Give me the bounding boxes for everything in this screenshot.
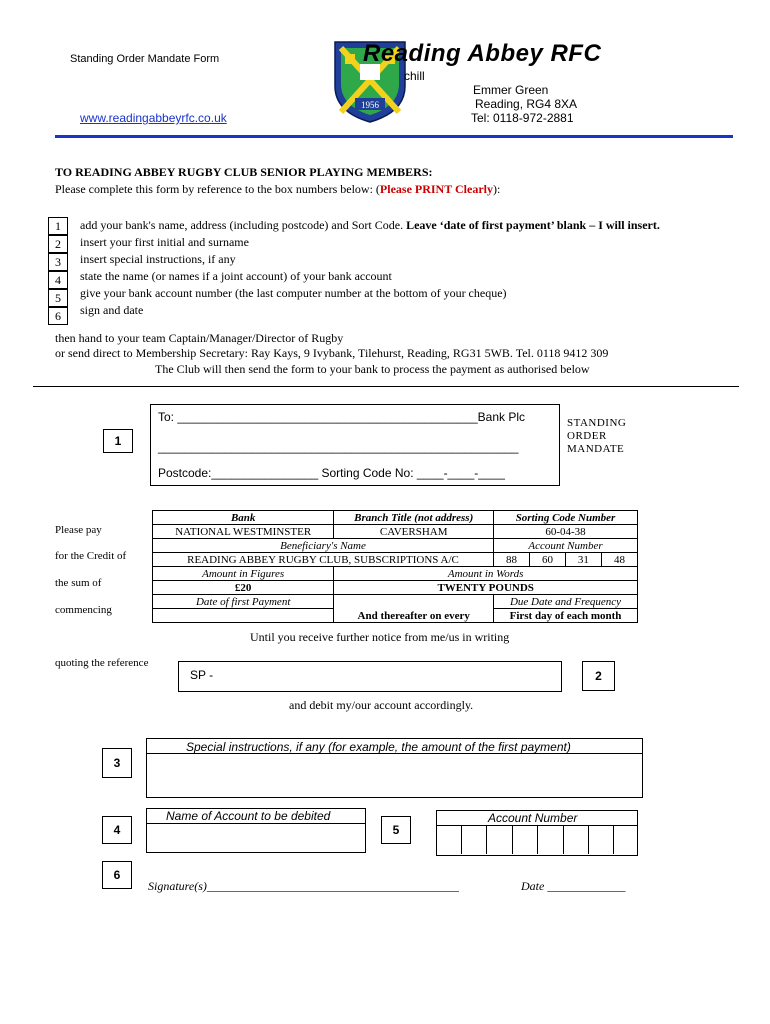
step-number-2: 2 [48,235,68,253]
mandate-label: MANDATE [567,443,625,455]
crest-year: 1956 [361,100,379,110]
club-name: Reading Abbey RFC [363,40,602,67]
step-text-1: add your bank's name, address (including postcode) and Sort Code. Leave ‘date of first payment’ blank – I will insert. [80,218,660,232]
amount-figures: £20 [153,581,334,595]
account-digit-cell[interactable] [512,826,538,854]
thereafter-label: And thereafter on every [334,595,494,623]
credit-of-label: for the Credit of [55,550,127,562]
please-pay-label: Please pay [55,524,102,536]
until-notice: Until you receive further notice from me/us in writing [250,630,510,644]
account-name-divider [146,823,366,824]
debit-line: and debit my/our account accordingly. [289,698,474,712]
section-divider [33,386,739,387]
address-line-1: Emmer Green [473,83,549,97]
step-text-6: sign and date [80,303,144,317]
header-first-payment: Date of first Payment [153,595,334,609]
header-branch: Branch Title (not address) [334,511,494,525]
account-digit-cell[interactable] [436,826,462,854]
branch-name: CAVERSHAM [334,525,494,539]
mandate-table [152,510,638,623]
account-digit-cell[interactable] [563,826,589,854]
print-clearly: Please PRINT Clearly [379,182,493,196]
header-bank: Bank [153,511,334,525]
telephone: Tel: 0118-972-2881 [471,111,574,125]
account-name-label: Name of Account to be debited [166,809,331,823]
special-instructions-label: Special instructions, if any (for example, the amount of the first payment) [186,740,571,754]
bank-address-line[interactable]: ______________________________________________________ [158,440,519,454]
beneficiary-name: READING ABBEY RUGBY CLUB, SUBSCRIPTIONS A/C [153,553,494,567]
amount-words: TWENTY POUNDS [334,581,638,595]
commencing-label: commencing [55,604,112,616]
account-digit: 48 [601,553,637,567]
account-digit: 88 [494,553,530,567]
account-number-label: Account Number [488,811,578,825]
account-digit: 60 [529,553,565,567]
first-payment-date[interactable] [153,609,334,623]
signature-line[interactable]: Signature(s)__________________________________________ [148,879,459,893]
intro-heading: TO READING ABBEY RUGBY CLUB SENIOR PLAYING MEMBERS: [55,165,433,179]
reference-field[interactable] [178,661,562,692]
header-due-date: Due Date and Frequency [494,595,638,609]
handin-line-1: then hand to your team Captain/Manager/Director of Rugby [55,331,344,345]
bank-name: NATIONAL WESTMINSTER [153,525,334,539]
account-digit-cell[interactable] [537,826,564,854]
box-number-1: 1 [103,429,133,453]
account-digit-cell[interactable] [486,826,513,854]
step-number-6: 6 [48,307,68,325]
sort-code: 60-04-38 [494,525,638,539]
box-number-2: 2 [582,661,615,691]
box-number-3: 3 [102,748,132,778]
box-number-5: 5 [381,816,411,844]
step-text-5: give your bank account number (the last computer number at the bottom of your cheque) [80,286,507,300]
sum-of-label: the sum of [55,577,102,589]
step-text-4: state the name (or names if a joint account) of your bank account [80,269,392,283]
header-amount-words: Amount in Words [334,567,638,581]
step-number-4: 4 [48,271,68,289]
step-number-5: 5 [48,289,68,307]
form-title: Standing Order Mandate Form [70,53,220,65]
reference-value: SP - [190,668,214,682]
box-number-6: 6 [102,861,132,889]
bank-postcode-line[interactable]: Postcode:________________ Sorting Code No: ____-____-____ [158,466,505,480]
handin-line-3: The Club will then send the form to your bank to process the payment as authorised below [155,362,590,376]
bank-to-line[interactable]: To: _____________________________________________Bank Plc [158,410,526,424]
account-digit-cell[interactable] [461,826,487,854]
intro-instruction: Please complete this form by reference to the box numbers below: (Please PRINT Clearly): [55,182,501,196]
header-account-number: Account Number [494,539,638,553]
account-digit-cell[interactable] [588,826,614,854]
account-digit: 31 [565,553,601,567]
step-text-2: insert your first initial and surname [80,235,249,249]
step-text-3: insert special instructions, if any [80,252,236,266]
address-partial: chill [404,69,425,83]
handin-line-2: or send direct to Membership Secretary: Ray Kays, 9 Ivybank, Tilehurst, Reading, RG31 5WB. Tel. 0118 9412 309 [55,346,609,360]
step-number-1: 1 [48,217,68,235]
box-number-4: 4 [102,816,132,844]
order-label: ORDER [567,430,607,442]
quoting-reference-label: quoting the reference [55,657,149,669]
due-date-frequency: First day of each month [494,609,638,623]
standing-label: STANDING [567,417,627,429]
header-beneficiary: Beneficiary's Name [153,539,494,553]
step-number-3: 3 [48,253,68,271]
header-amount-figures: Amount in Figures [153,567,334,581]
date-line[interactable]: Date _____________ [521,879,626,893]
header-sort-code: Sorting Code Number [494,511,638,525]
website-link[interactable]: www.readingabbeyrfc.co.uk [80,111,227,125]
address-line-2: Reading, RG4 8XA [475,97,578,111]
header-divider [55,135,733,138]
